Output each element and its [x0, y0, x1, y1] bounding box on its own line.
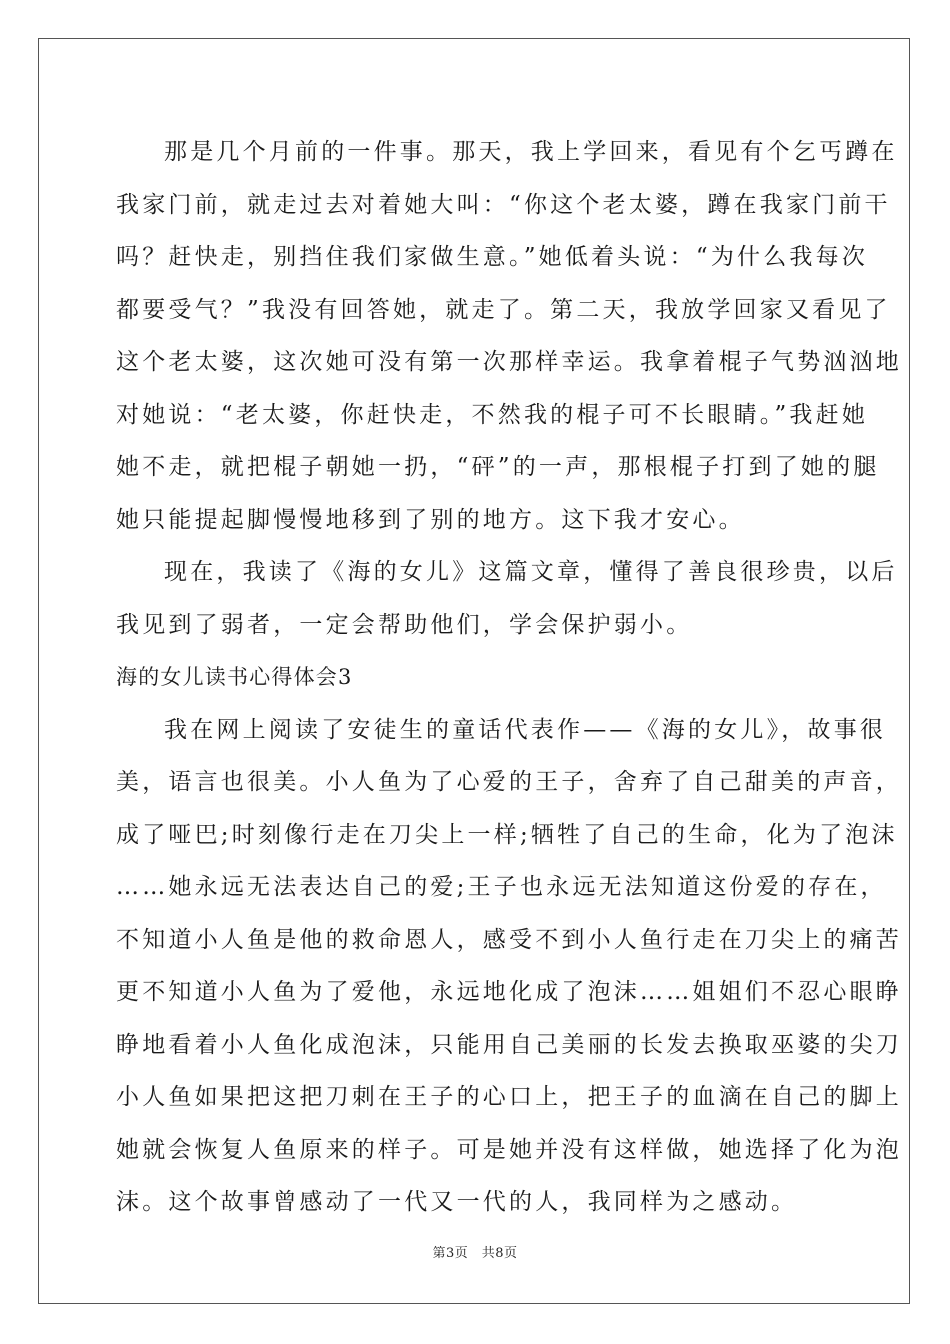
paragraph-line: 美，语言也很美。小人鱼为了心爱的王子，舍弃了自己甜美的声音，	[116, 769, 902, 795]
paragraph-3	[116, 704, 902, 1229]
paragraph-line: 吗？赶快走，别挡住我们家做生意。”她低着头说：“为什么我每次	[116, 244, 869, 270]
paragraph-line: 不知道小人鱼是他的救命恩人，感受不到小人鱼行走在刀尖上的痛苦	[116, 926, 902, 953]
paragraph-line: 对她说：“老太婆，你赶快走，不然我的棍子可不长眼睛。”我赶她	[116, 401, 869, 428]
paragraph-1	[116, 126, 902, 546]
paragraph-line: 我见到了弱者，一定会帮助他们，学会保护弱小。	[116, 611, 693, 638]
paragraph-line: 更不知道小人鱼为了爱他，永远地化成了泡沫……姐姐们不忍心眼睁	[116, 979, 902, 1005]
paragraph-line: 都要受气？”我没有回答她，就走了。第二天，我放学回家又看见了	[116, 296, 891, 323]
paragraph-line: 她只能提起脚慢慢地移到了别的地方。这下我才安心。	[116, 506, 745, 533]
paragraph-line: 沫。这个故事曾感动了一代又一代的人，我同样为之感动。	[116, 1189, 798, 1215]
paragraph-line: 小人鱼如果把这把刀刺在王子的心口上，把王子的血滴在自己的脚上	[116, 1084, 902, 1110]
paragraph-line: 我家门前，就走过去对着她大叫：“你这个老太婆，蹲在我家门前干	[116, 191, 891, 218]
paragraph-line: 我在网上阅读了安徒生的童话代表作——《海的女儿》，故事很	[164, 716, 887, 743]
paragraph-line: 她就会恢复人鱼原来的样子。可是她并没有这样做，她选择了化为泡	[116, 1136, 902, 1163]
paragraph-line: 那是几个月前的一件事。那天，我上学回来，看见有个乞丐蹲在	[164, 139, 898, 165]
paragraph-line: 成了哑巴;时刻像行走在刀尖上一样;牺牲了自己的生命，化为了泡沫	[116, 821, 898, 848]
paragraph-line: 睁地看着小人鱼化成泡沫，只能用自己美丽的长发去换取巫婆的尖刀	[116, 1031, 902, 1058]
section-heading: 海的女儿读书心得体会3	[116, 665, 353, 689]
paragraph-line: 这个老太婆，这次她可没有第一次那样幸运。我拿着棍子气势汹汹地	[116, 349, 902, 375]
paragraph-line: 现在，我读了《海的女儿》这篇文章，懂得了善良很珍贵，以后	[164, 559, 898, 585]
document-body	[116, 126, 902, 1229]
paragraph-2	[116, 546, 898, 651]
page-number-footer: 第3页 共8页	[432, 1246, 518, 1261]
paragraph-line: ……她永远无法表达自己的爱;王子也永远无法知道这份爱的存在，	[116, 874, 887, 900]
paragraph-line: 她不走，就把棍子朝她一扔，“砰”的一声，那根棍子打到了她的腿	[116, 454, 880, 480]
